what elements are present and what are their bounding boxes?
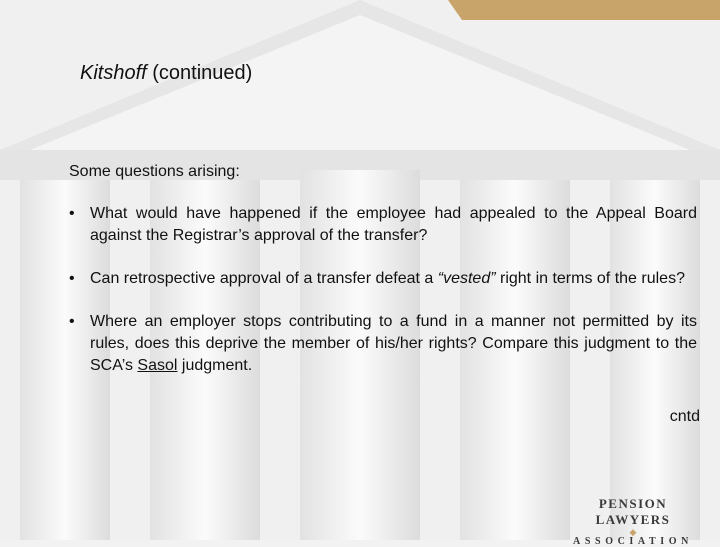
title-suffix: (continued) [146,62,253,84]
logo-line-1: PENSION LAWYERS [595,496,671,527]
continued-label: cntd [669,408,700,425]
intro-text: Some questions arising: [69,163,240,180]
list-item [69,203,697,247]
list-item [69,311,697,377]
bullet-text-pre: Can retrospective approval of a transfer defeat a [90,270,438,287]
list-item [69,268,697,290]
pension-lawyers-association-logo [568,496,698,547]
logo-line-2: ASSOCIATION [573,536,693,547]
bullet-text-underlined: Sasol [137,357,178,374]
logo-mark-icon: ◆ [629,527,637,537]
bullet-text: What would have happened if the employee had appealed to the Appeal Board against the Registrar’s approval of the transfer? [90,205,697,244]
bullet-text-post: right in terms of the rules? [495,270,685,287]
bullet-text-pre: Where an employer stops contributing to a fund in a manner not permitted by its rules, does this deprive the member of his/her rights? Compare this judgment to the SCA’s [90,313,697,374]
question-list [69,203,697,398]
gold-accent-bar [448,0,720,20]
title-case-name: Kitshoff [80,62,147,84]
bullet-icon: • [69,270,75,287]
bullet-icon: • [69,205,75,222]
slide-title [80,62,252,85]
bullet-text-post: judgment. [177,357,253,374]
bullet-text-italic: “vested” [437,270,496,287]
bullet-icon: • [69,313,75,330]
